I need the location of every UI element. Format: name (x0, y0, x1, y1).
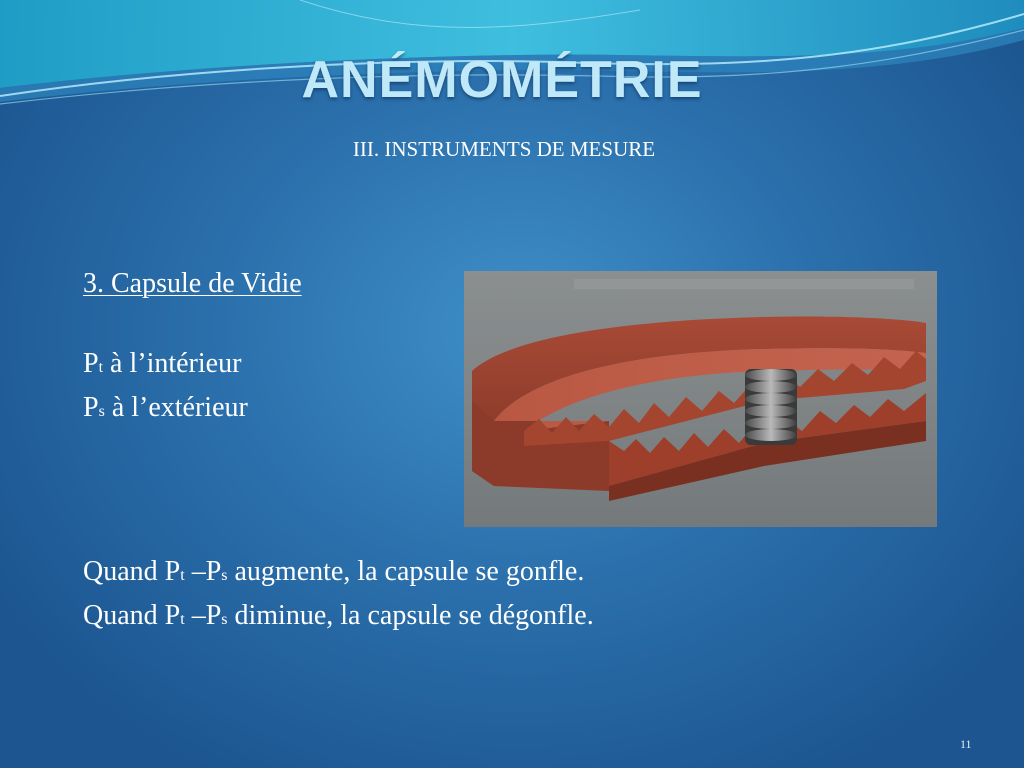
condition-subscript: s (221, 567, 228, 584)
pressure-symbol: P (83, 392, 99, 423)
capsule-cutaway-illustration (464, 271, 937, 527)
condition-minus: –P (184, 556, 222, 587)
ps-line (83, 388, 302, 432)
conditions-block (83, 552, 594, 640)
condition-prefix: Quand P (83, 600, 181, 631)
pt-line-text: à l’intérieur (103, 348, 242, 379)
condition-increase (83, 552, 594, 596)
slide-subtitle: III. INSTRUMENTS DE MESURE (352, 137, 656, 161)
condition-subscript: s (221, 611, 228, 628)
pressure-subscript: s (98, 403, 105, 420)
condition-minus: –P (184, 600, 222, 631)
condition-decrease (83, 596, 594, 640)
condition-text: diminue, la capsule se dégonfle. (227, 600, 594, 631)
ps-line-text: à l’extérieur (104, 392, 248, 423)
spring-icon (745, 369, 797, 445)
page-number: 11 (960, 737, 972, 751)
slide-title: ANÉMOMÉTRIE (301, 51, 703, 109)
condition-subscript: t (180, 611, 185, 628)
condition-prefix: Quand P (83, 556, 181, 587)
vidie-capsule-image (464, 271, 937, 527)
condition-text: augmente, la capsule se gonfle. (227, 556, 585, 587)
condition-subscript: t (180, 567, 185, 584)
section-heading: 3. Capsule de Vidie (83, 268, 302, 299)
pt-line (83, 344, 302, 388)
pressure-symbol: P (83, 348, 99, 379)
pressure-subscript: t (98, 359, 104, 376)
content-block (83, 264, 302, 432)
